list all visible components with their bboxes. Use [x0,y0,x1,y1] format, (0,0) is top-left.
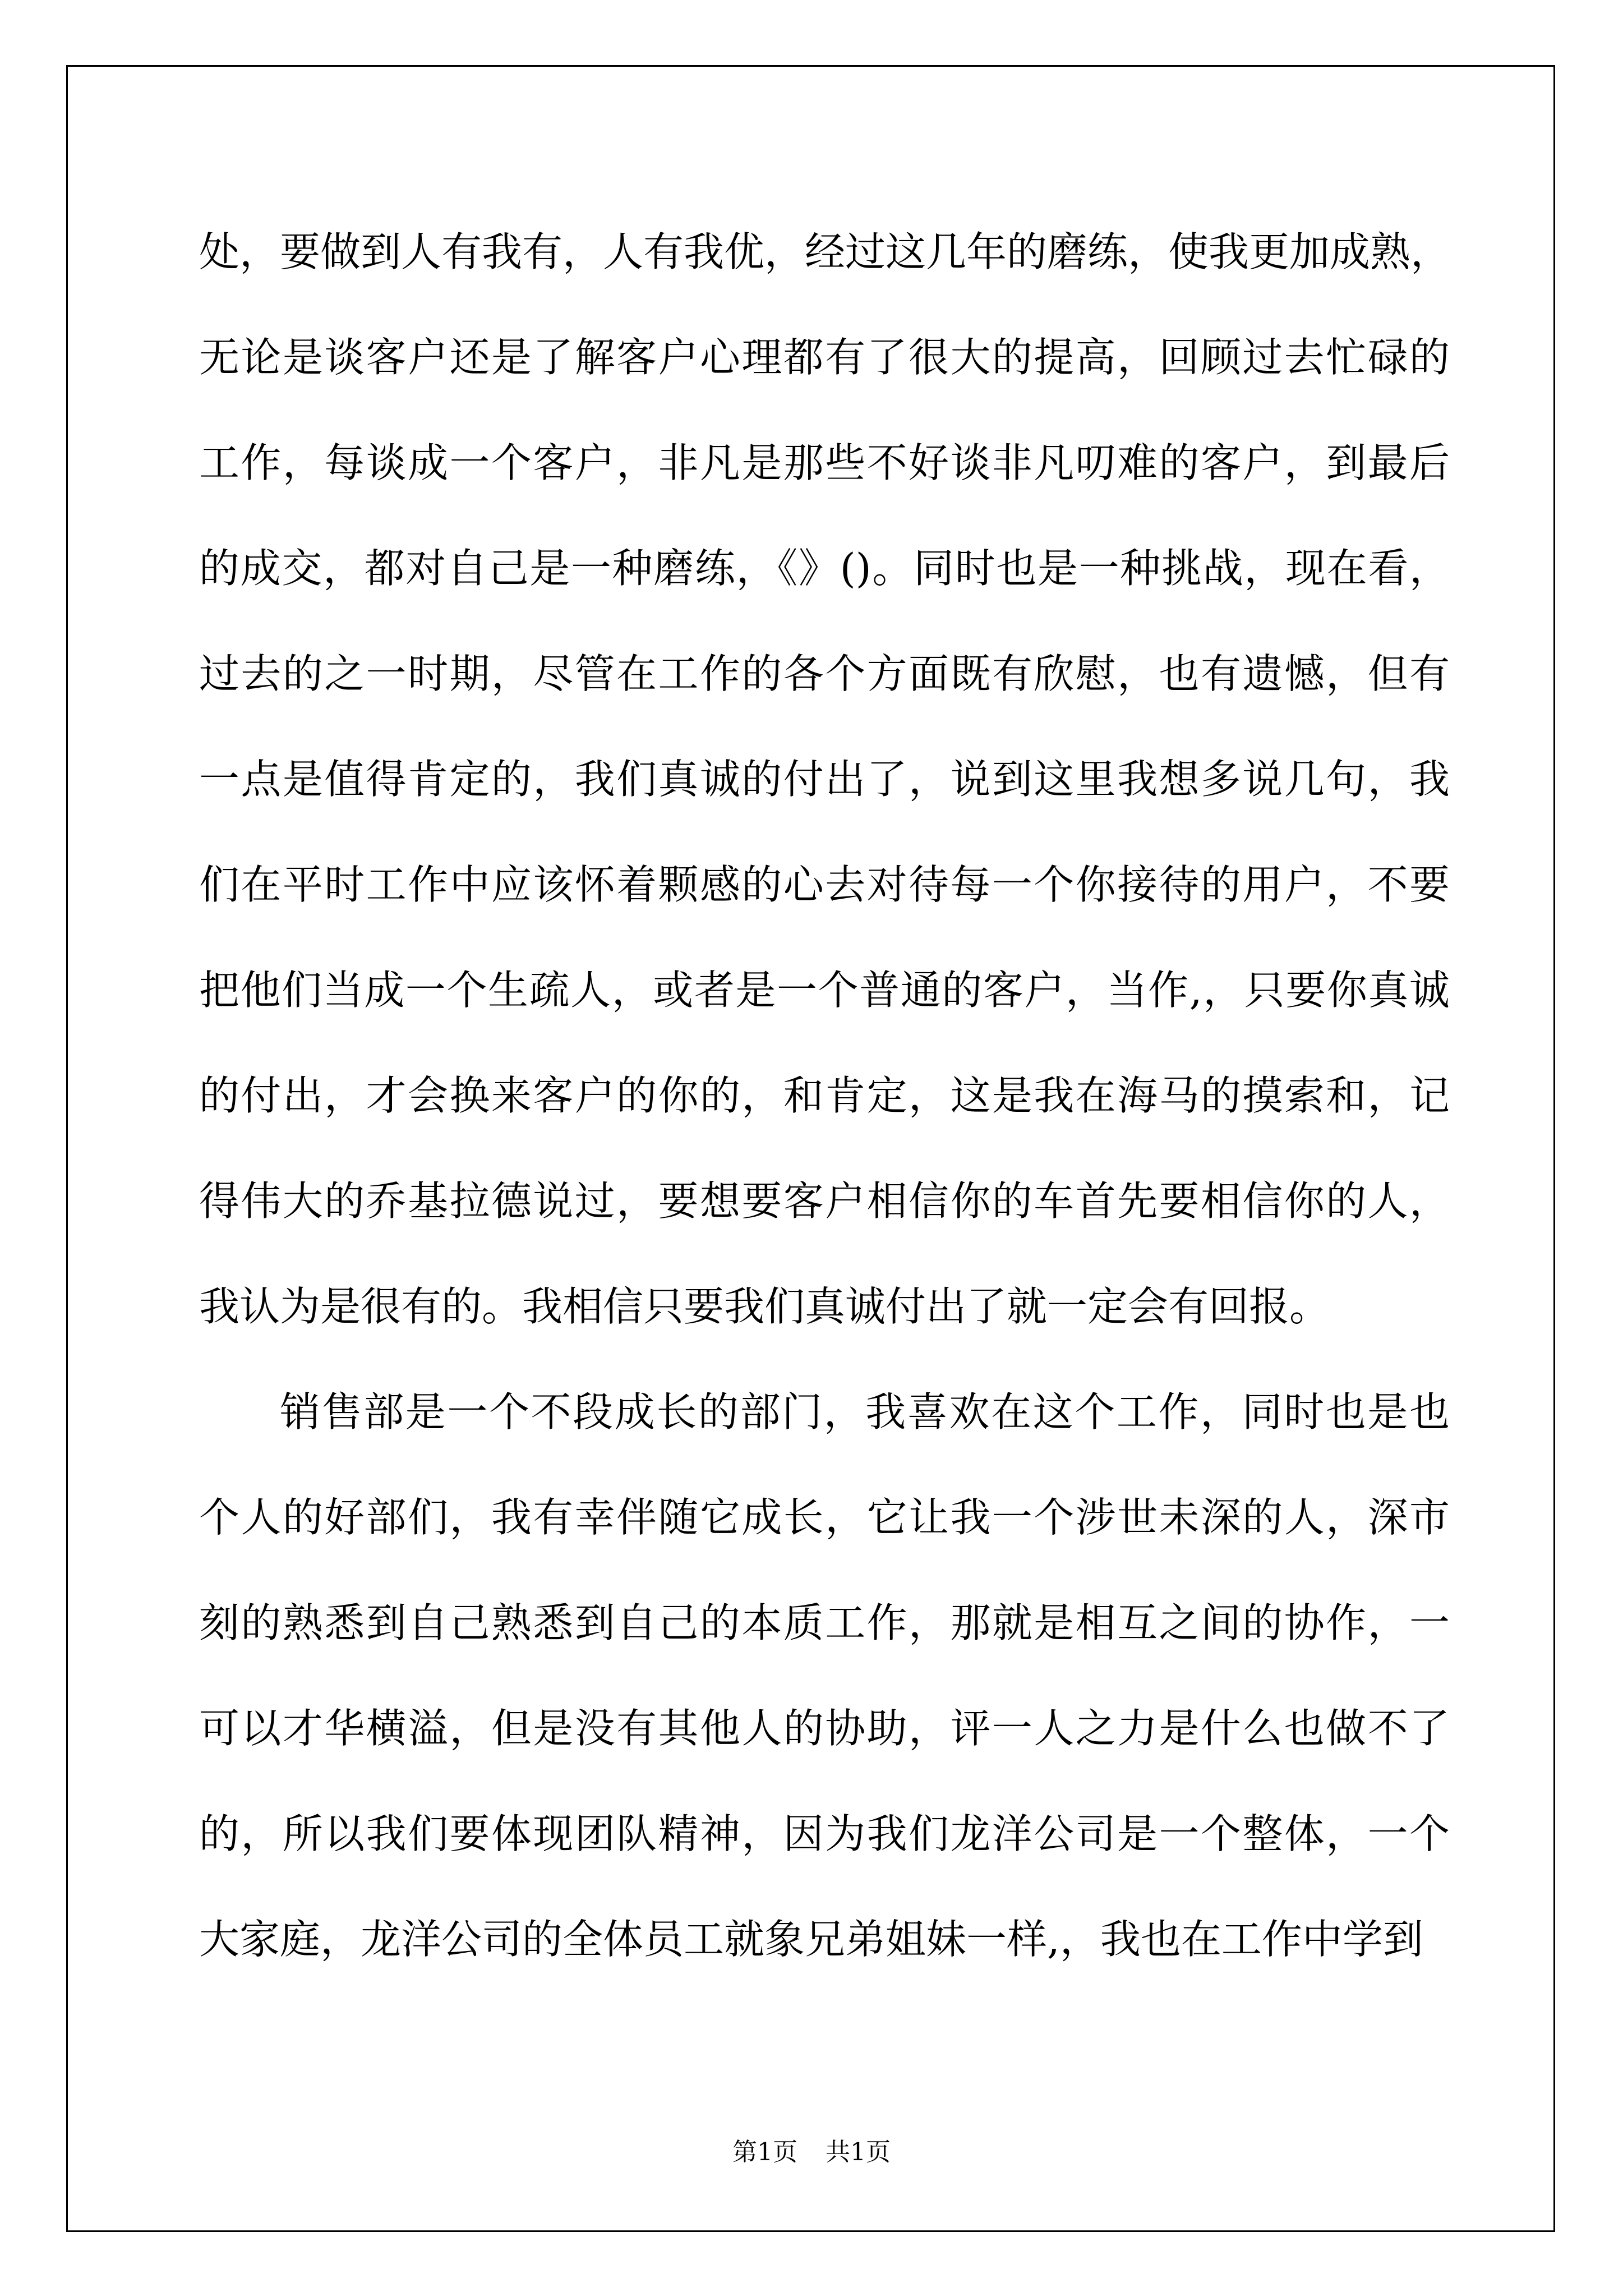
paragraph [199,199,1450,1359]
document-body [199,199,1450,1992]
text-line: 们在平时工作中应该怀着颗感的心去对待每一个你接待的用户，不要 [199,861,1450,908]
page-total: 共1页 [826,2138,891,2166]
text-line: 可以才华横溢，但是没有其他人的协助，评一人之力是什么也做不了 [199,1705,1450,1752]
text-line: 无论是谈客户还是了解客户心理都有了很大的提高，回顾过去忙碌的 [199,334,1450,381]
text-line: 的付出，才会换来客户的你的，和肯定，这是我在海马的摸索和，记 [199,1072,1450,1119]
text-line: 的成交，都对自己是一种磨练，《》()。同时也是一种挑战，现在看， [199,545,1450,592]
page-number: 第1页 [732,2138,797,2166]
text-line: 过去的之一时期，尽管在工作的各个方面既有欣慰，也有遗憾，但有 [199,650,1450,697]
page-footer [0,2132,1623,2168]
text-line: 大家庭，龙洋公司的全体员工就象兄弟姐妹一样,，我也在工作中学到 [199,1916,1423,1963]
text-line: 工作，每谈成一个客户，非凡是那些不好谈非凡叨难的客户，到最后 [199,439,1450,486]
text-line: 销售部是一个不段成长的部门，我喜欢在这个工作，同时也是也 [280,1388,1450,1435]
text-line: 把他们当成一个生疏人，或者是一个普通的客户，当作,，只要你真诚 [199,967,1450,1014]
text-line: 个人的好部们，我有幸伴随它成长，它让我一个涉世未深的人，深市 [199,1494,1450,1541]
text-line: 我认为是很有的。我相信只要我们真诚付出了就一定会有回报。 [199,1283,1330,1330]
paragraph [199,1359,1450,1992]
text-line: 刻的熟悉到自己熟悉到自己的本质工作，那就是相互之间的协作，一 [199,1599,1450,1646]
text-line: 得伟大的乔基拉德说过，要想要客户相信你的车首先要相信你的人， [199,1177,1450,1225]
text-line: 的，所以我们要体现团队精神，因为我们龙洋公司是一个整体，一个 [199,1810,1450,1857]
text-line: 处，要做到人有我有，人有我优，经过这几年的磨练，使我更加成熟， [199,228,1451,275]
text-line: 一点是值得肯定的，我们真诚的付出了，说到这里我想多说几句，我 [199,756,1450,803]
